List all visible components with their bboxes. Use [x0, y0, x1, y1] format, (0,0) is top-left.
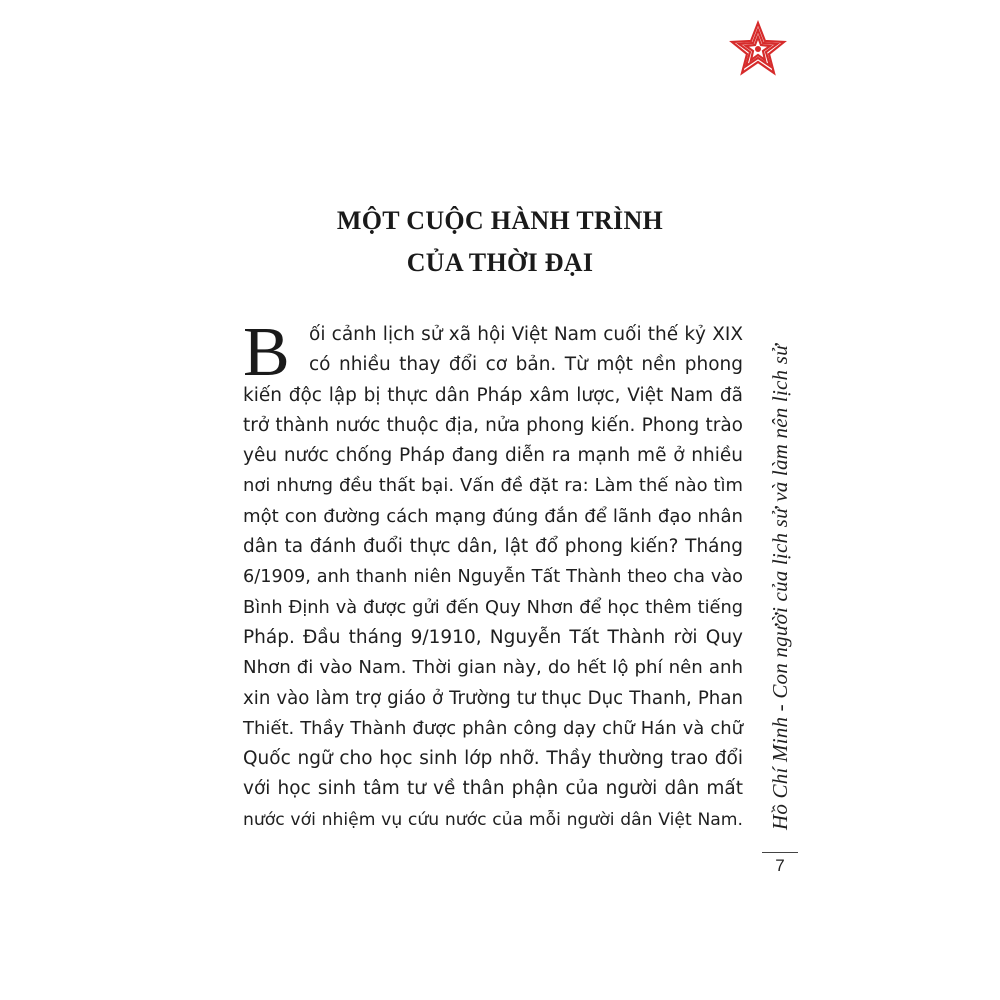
- text-line: Bình Định và được gửi đến Quy Nhơn để học thêm tiếng: [243, 596, 743, 618]
- text-line: ối cảnh lịch sử xã hội Việt Nam cuối thế kỷ XIX: [309, 324, 743, 345]
- text-line: Nhơn đi vào Nam. Thời gian này, do hết lộ phí nên anh: [243, 657, 743, 679]
- drop-cap: B: [243, 314, 290, 391]
- chapter-title: [240, 200, 760, 284]
- page-number: 7: [775, 856, 785, 875]
- text-line: Pháp. Đầu tháng 9/1910, Nguyễn Tất Thành rời Quy: [243, 626, 743, 648]
- text-line: yêu nước chống Pháp đang diễn ra mạnh mẽ ở nhiều: [243, 445, 743, 467]
- text-line: có nhiều thay đổi cơ bản. Từ một nền phong: [309, 354, 743, 376]
- text-line: kiến độc lập bị thực dân Pháp xâm lược, Việt Nam đã: [243, 384, 743, 406]
- text-line: Quốc ngữ cho học sinh lớp nhỡ. Thầy thường trao đổi: [243, 748, 743, 770]
- text-line: trở thành nước thuộc địa, nửa phong kiến. Phong trào: [243, 414, 743, 436]
- text-line: nơi nhưng đều thất bại. Vấn đề đặt ra: Làm thế nào tìm: [243, 475, 743, 497]
- page-number-rule: [762, 852, 798, 853]
- text-line: một con đường cách mạng đúng đắn để lãnh đạo nhân: [243, 505, 743, 527]
- text-line: với học sinh tâm tư về thân phận của người dân mất: [243, 778, 743, 800]
- text-line: nước với nhiệm vụ cứu nước của mỗi người dân Việt Nam.: [243, 809, 743, 830]
- text-line: dân ta đánh đuổi thực dân, lật đổ phong kiến? Tháng: [243, 536, 743, 558]
- running-header: Hồ Chí Minh - Con người của lịch sử và làm nên lịch sử: [768, 344, 792, 830]
- text-line: 6/1909, anh thanh niên Nguyễn Tất Thành theo cha vào: [243, 567, 743, 588]
- red-star-emblem-icon: [728, 20, 788, 80]
- text-line: Thiết. Thầy Thành được phân công dạy chữ Hán và chữ: [243, 717, 743, 739]
- text-line: xin vào làm trợ giáo ở Trường tư thục Dục Thanh, Phan: [243, 687, 743, 709]
- body-paragraph: [243, 314, 743, 835]
- chapter-title-line-1: MỘT CUỘC HÀNH TRÌNH: [336, 206, 664, 235]
- chapter-title-line-2: CỦA THỜI ĐẠI: [406, 248, 594, 277]
